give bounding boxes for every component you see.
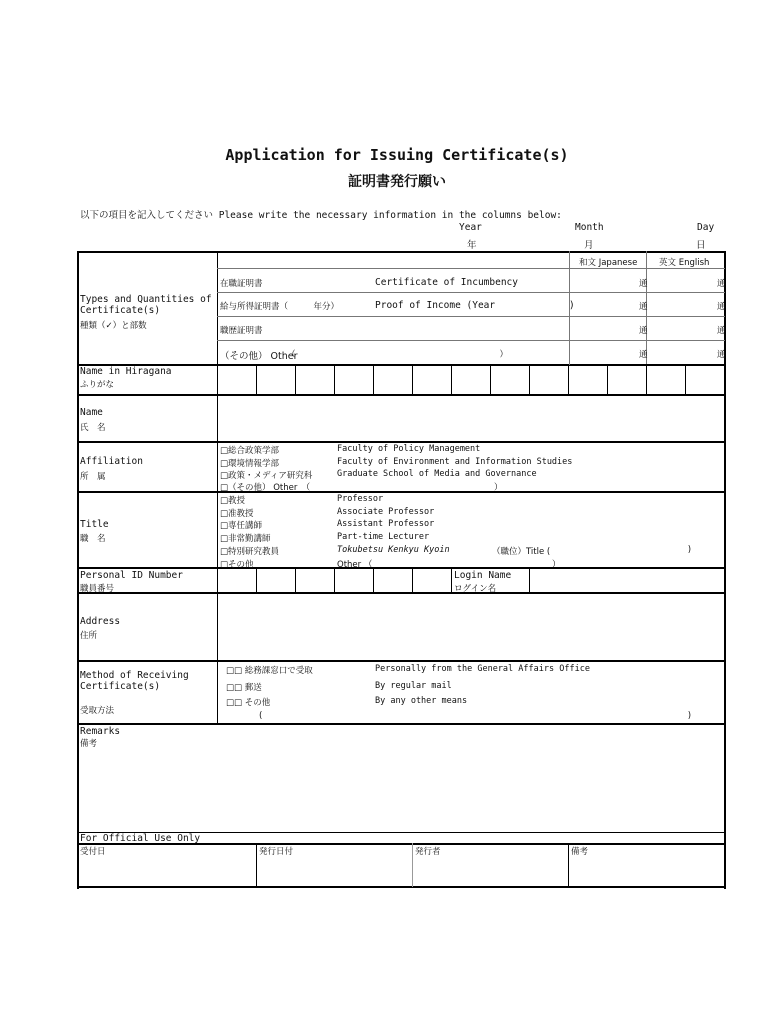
receiving-option-mail-en: By regular mail [375, 681, 452, 691]
official-use-label: For Official Use Only [80, 833, 201, 844]
day-label: Day [697, 222, 715, 233]
type-income-en: Proof of Income (Year [375, 300, 496, 311]
title-option-tokubetsu-close: ) [687, 545, 693, 555]
qty-jp-4[interactable]: 通 [639, 350, 648, 360]
qty-jp-1[interactable]: 通 [639, 279, 648, 289]
title-option-lecturer-en: Part-time Lecturer [337, 532, 430, 542]
login-label-jp: ログイン名 [454, 584, 497, 594]
day-field[interactable]: 日 [696, 240, 706, 251]
qty-jp-3[interactable]: 通 [639, 326, 648, 336]
title-option-tokubetsu[interactable]: □特別研究教員 [220, 547, 280, 557]
affiliation-option-policy-en: Faculty of Policy Management [337, 444, 481, 454]
page-title-jp: 証明書発行願い [348, 174, 446, 190]
affiliation-label-jp: 所 属 [80, 472, 106, 482]
types-label: Types and Quantities of Certificate(s) [80, 294, 212, 316]
year-label: Year [459, 222, 482, 233]
type-other-input[interactable]: （ ） [287, 350, 509, 360]
personal-id-input[interactable] [219, 569, 450, 592]
receiving-option-office[interactable]: □□ 総務課窓口で受取 [226, 666, 313, 676]
receiving-option-mail[interactable]: □□ 郵送 [226, 683, 262, 693]
receiving-label: Method of Receiving Certificate(s) [80, 670, 189, 692]
affiliation-option-policy[interactable]: □総合政策学部 [220, 446, 280, 456]
affiliation-label: Affiliation [80, 456, 143, 467]
title-option-other-en: Other （ [337, 560, 407, 570]
personal-id-label-jp: 職員番号 [80, 584, 115, 594]
affiliation-option-other-close: ） [460, 483, 503, 493]
name-label: Name [80, 407, 103, 418]
qty-en-1[interactable]: 通 [717, 279, 726, 289]
title-option-professor[interactable]: □教授 [220, 496, 246, 506]
title-option-professor-en: Professor [337, 494, 384, 504]
address-input[interactable] [219, 595, 724, 659]
remarks-label: Remarks [80, 726, 121, 737]
col-english: 英文 English [659, 258, 710, 268]
receiving-option-other[interactable]: □□ その他 [226, 698, 271, 708]
year-field[interactable]: 年 [467, 240, 477, 251]
qty-en-3[interactable]: 通 [717, 326, 726, 336]
title-option-assistant-en: Assistant Professor [337, 519, 435, 529]
title-option-lecturer[interactable]: □非常勤講師 [220, 534, 271, 544]
title-label-jp: 職 名 [80, 534, 106, 544]
title-option-associate[interactable]: □准教授 [220, 509, 254, 519]
qty-jp-2[interactable]: 通 [639, 302, 648, 312]
type-other-jp[interactable]: （その他） Other [220, 351, 298, 362]
type-incumbency-jp[interactable]: 在職証明書 [220, 279, 263, 289]
hiragana-label: Name in Hiragana [80, 366, 172, 377]
type-income-jp[interactable]: 給与所得証明書（ 年分） [220, 302, 340, 312]
official-issuer: 発行者 [415, 847, 441, 857]
affiliation-option-graduate[interactable]: □政策・メディア研究科 [220, 471, 313, 481]
address-label-jp: 住所 [80, 631, 98, 641]
login-input[interactable] [531, 569, 723, 592]
name-label-jp: 氏 名 [80, 423, 106, 433]
month-field[interactable]: 月 [584, 240, 594, 251]
personal-id-label: Personal ID Number [80, 570, 183, 581]
login-label: Login Name [454, 570, 512, 581]
official-issue-date: 発行日付 [259, 847, 294, 857]
affiliation-option-graduate-en: Graduate School of Media and Governance [337, 469, 537, 479]
qty-en-4[interactable]: 通 [717, 350, 726, 360]
affiliation-option-other[interactable]: □（その他） Other （ [220, 483, 345, 493]
receiving-paren-open: ( [258, 711, 264, 721]
title-option-tokubetsu-title[interactable]: （職位）Title ( [492, 547, 551, 557]
title-option-other-close: ） [535, 560, 561, 570]
address-label: Address [80, 616, 121, 627]
remarks-input[interactable] [80, 750, 723, 830]
title-option-associate-en: Associate Professor [337, 507, 435, 517]
types-label-jp: 種類（✓）と部数 [80, 321, 147, 331]
title-option-assistant[interactable]: □専任講師 [220, 521, 263, 531]
receiving-label-jp: 受取方法 [80, 706, 115, 716]
official-remarks: 備考 [571, 847, 589, 857]
receiving-option-office-en: Personally from the General Affairs Office [375, 664, 590, 674]
page-title: Application for Issuing Certificate(s) [225, 146, 569, 164]
col-japanese: 和文 Japanese [579, 258, 638, 268]
type-incumbency-en: Certificate of Incumbency [375, 277, 518, 288]
title-option-tokubetsu-en: Tokubetsu Kenkyu Kyoin [337, 545, 450, 555]
type-career-jp[interactable]: 職歴証明書 [220, 326, 263, 336]
title-label: Title [80, 519, 109, 530]
receiving-option-other-en: By any other means [375, 696, 468, 706]
hiragana-label-jp: ふりがな [80, 380, 115, 390]
month-label: Month [575, 222, 604, 233]
receiving-paren-close: ) [687, 711, 693, 721]
affiliation-option-environment[interactable]: □環境情報学部 [220, 459, 280, 469]
remarks-label-jp: 備考 [80, 739, 98, 749]
affiliation-option-environment-en: Faculty of Environment and Information Studies [337, 457, 573, 467]
official-received-date: 受付日 [80, 847, 106, 857]
type-income-close: ) [569, 300, 575, 311]
qty-en-2[interactable]: 通 [717, 302, 726, 312]
title-option-other[interactable]: □その他 [220, 560, 254, 570]
hiragana-input[interactable] [219, 367, 724, 394]
instruction-text: 以下の項目を記入してください Please write the necessary information in the columns below: [80, 210, 562, 221]
name-input[interactable] [219, 397, 724, 440]
